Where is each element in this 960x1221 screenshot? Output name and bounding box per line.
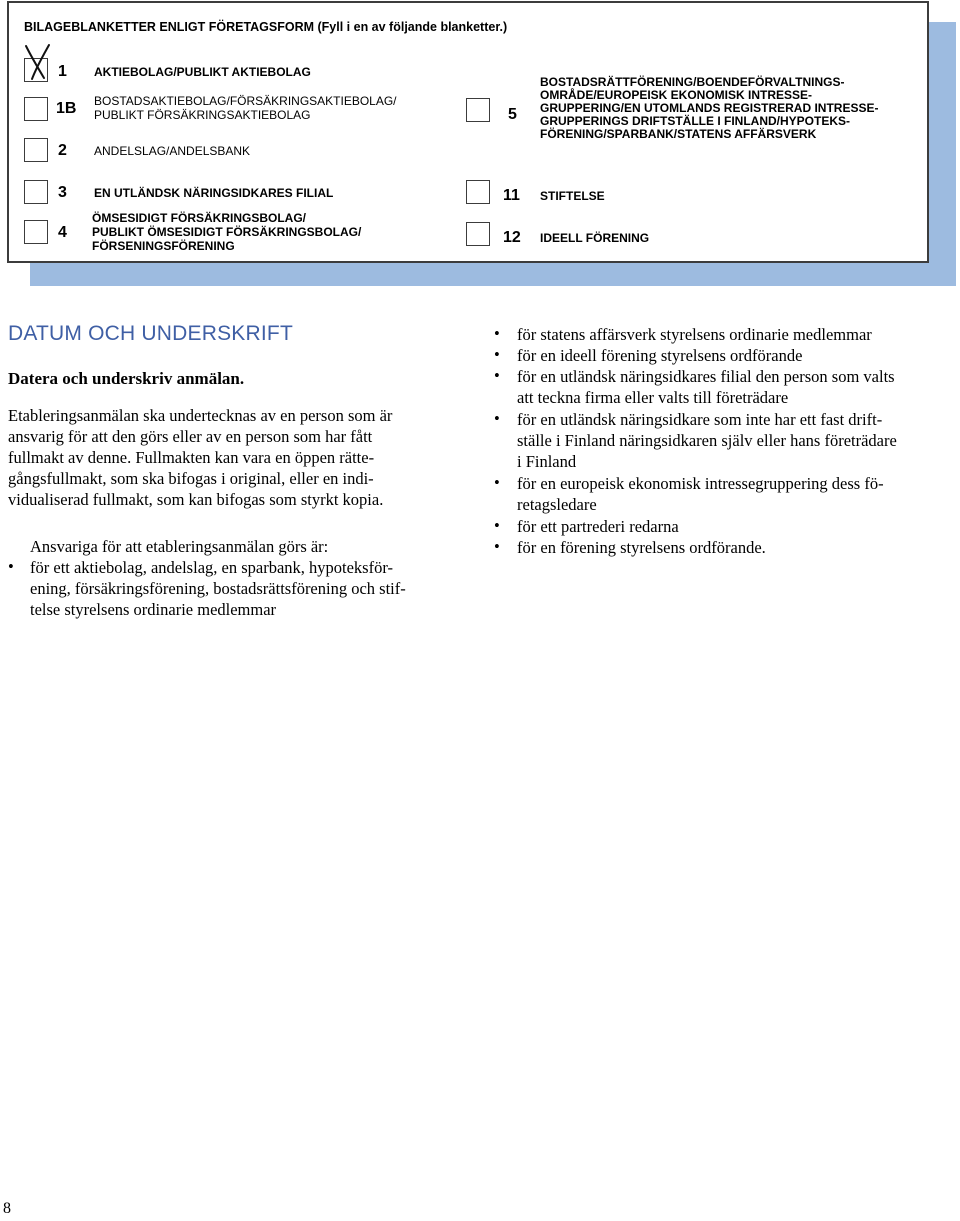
- responsibles-intro: Ansvariga för att etableringsanmälan görs är:: [30, 537, 329, 556]
- bullet: •: [494, 537, 500, 556]
- option-number: 1: [58, 63, 67, 80]
- checkbox-option-11[interactable]: [466, 180, 490, 204]
- paragraph-line: ansvarig för att den görs eller av en person som har fått: [8, 427, 373, 446]
- form-title: BILAGEBLANKETTER ENLIGT FÖRETAGSFORM (Fyll i en av följande blanketter.): [24, 20, 508, 34]
- checkbox-option-5[interactable]: [466, 98, 490, 122]
- option-1b-label-line: PUBLIKT FÖRSÄKRINGSAKTIEBOLAG: [94, 108, 311, 122]
- bullet: •: [494, 516, 500, 535]
- section-heading: DATUM OCH UNDERSKRIFT: [8, 322, 293, 345]
- bullet-text-line: för en europeisk ekonomisk intressegruppering dess fö-: [517, 474, 884, 493]
- paragraph-line: vidualiserad fullmakt, som kan bifogas som styrkt kopia.: [8, 490, 384, 509]
- bullet-text-line: för statens affärsverk styrelsens ordinarie medlemmar: [517, 325, 872, 344]
- bullet: •: [494, 366, 500, 385]
- paragraph-line: gångsfullmakt, som ska bifogas i original, eller en indi-: [8, 469, 374, 488]
- checkmark-x-icon: [22, 42, 54, 82]
- option-number: 11: [503, 187, 520, 204]
- paragraph-line: fullmakt av denne. Fullmakten kan vara en öppen rätte-: [8, 448, 375, 467]
- bullet-text-line: för en förening styrelsens ordförande.: [517, 538, 766, 557]
- option-11-label: STIFTELSE: [540, 189, 605, 203]
- bullet-text-line: telse styrelsens ordinarie medlemmar: [30, 600, 277, 619]
- bullet-text-line: för ett partrederi redarna: [517, 517, 679, 536]
- bullet-text-line: retagsledare: [517, 495, 597, 514]
- option-number: 5: [508, 106, 517, 123]
- bullet-text-line: för en ideell förening styrelsens ordförande: [517, 346, 803, 365]
- bullet-text-line: för ett aktiebolag, andelslag, en sparbank, hypoteksför-: [30, 558, 394, 577]
- option-4-label-line: ÖMSESIDIGT FÖRSÄKRINGSBOLAG/: [92, 211, 307, 225]
- option-3-label: EN UTLÄNDSK NÄRINGSIDKARES FILIAL: [94, 186, 334, 200]
- option-5-label-line: GRUPPERINGS DRIFTSTÄLLE I FINLAND/HYPOTEKS-: [540, 114, 851, 128]
- option-number: 12: [503, 229, 521, 246]
- checkbox-option-12[interactable]: [466, 222, 490, 246]
- option-4-label-line: PUBLIKT ÖMSESIDIGT FÖRSÄKRINGSBOLAG/: [92, 225, 362, 239]
- checkbox-option-1b[interactable]: [24, 97, 48, 121]
- bullet-text-line: ställe i Finland näringsidkaren själv eller hans företrädare: [517, 431, 897, 450]
- bullet-text-line: i Finland: [517, 452, 577, 471]
- option-4-label-line: FÖRSENINGSFÖRENING: [92, 239, 235, 253]
- bullet-text-line: ening, försäkringsförening, bostadsrättsförening och stif-: [30, 579, 406, 598]
- option-number: 3: [58, 184, 67, 201]
- checkbox-option-4[interactable]: [24, 220, 48, 244]
- bullet: •: [494, 345, 500, 364]
- option-5-label-line: BOSTADSRÄTTFÖRENING/BOENDEFÖRVALTNINGS-: [540, 75, 845, 89]
- option-5-label-line: FÖRENING/SPARBANK/STATENS AFFÄRSVERK: [540, 127, 817, 141]
- option-2-label: ANDELSLAG/ANDELSBANK: [94, 144, 251, 158]
- option-number: 4: [58, 224, 67, 241]
- bullet: •: [8, 557, 14, 576]
- bullet-text-line: att teckna firma eller valts till företrädare: [517, 388, 789, 407]
- option-number: 2: [58, 142, 67, 159]
- option-12-label: IDEELL FÖRENING: [540, 231, 650, 245]
- bullet-text-line: för en utländsk näringsidkare som inte har ett fast drift-: [517, 410, 883, 429]
- option-5-label-line: GRUPPERING/EN UTOMLANDS REGISTRERAD INTRESSE-: [540, 101, 879, 115]
- option-1b-label-line: BOSTADSAKTIEBOLAG/FÖRSÄKRINGSAKTIEBOLAG/: [94, 94, 397, 108]
- bullet: •: [494, 409, 500, 428]
- option-5-label-line: OMRÅDE/EUROPEISK EKONOMISK INTRESSE-: [540, 88, 813, 102]
- bullet: •: [494, 473, 500, 492]
- bullet: •: [494, 324, 500, 343]
- checkbox-option-3[interactable]: [24, 180, 48, 204]
- bullet-text-line: för en utländsk näringsidkares filial den person som valts: [517, 367, 895, 386]
- paragraph-line: Etableringsanmälan ska undertecknas av en person som är: [8, 406, 393, 425]
- subheading: Datera och underskriv anmälan.: [8, 369, 245, 388]
- checkbox-option-2[interactable]: [24, 138, 48, 162]
- option-number: 1B: [56, 100, 77, 117]
- option-1-label: AKTIEBOLAG/PUBLIKT AKTIEBOLAG: [94, 65, 311, 79]
- page-number: 8: [3, 1200, 11, 1217]
